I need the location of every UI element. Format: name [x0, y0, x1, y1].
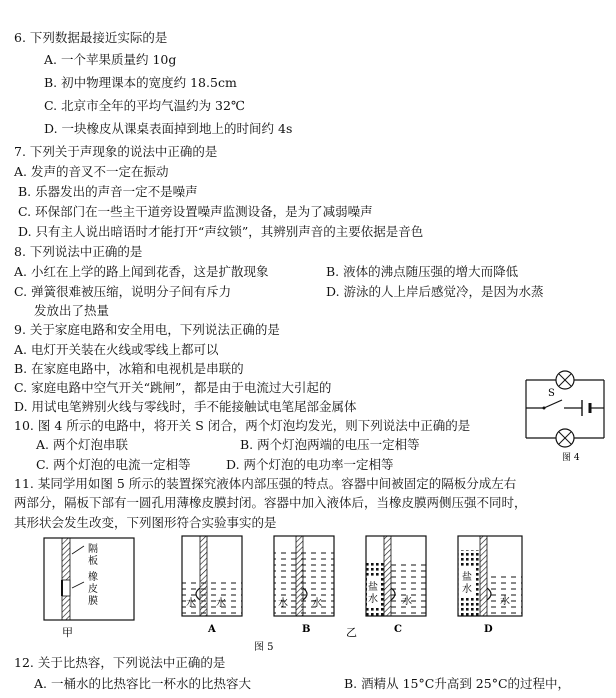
label-option-d: D: [484, 624, 493, 635]
container-option-b: [274, 536, 334, 635]
q8-option-c: C. 弹簧很难被压缩，说明分子间有斥力: [14, 284, 232, 299]
q6-stem: 6. 下列数据最接近实际的是: [14, 30, 168, 45]
q11-line-3: 其形状会发生改变，下列图形符合实验事实的是: [14, 515, 277, 530]
battery-icon: [582, 400, 590, 416]
q10-stem: 10. 图 4 所示的电路中，将开关 S 闭合，两个灯泡均发光，则下列说法中正确的是: [14, 418, 471, 433]
q8-option-d: D. 游泳的人上岸后感觉冷，是因为水蒸: [326, 284, 544, 299]
figure-5-caption: 图 5: [254, 642, 274, 653]
q9-option-b: B. 在家庭电路中，冰箱和电视机是串联的: [14, 361, 244, 376]
lamp-top-icon: [556, 371, 574, 389]
q10-option-a: A. 两个灯泡串联: [36, 437, 128, 452]
label-membrane-3: 膜: [88, 596, 98, 607]
label-option-c: C: [394, 624, 402, 635]
q9-option-a: A. 电灯开关装在火线或零线上都可以: [14, 342, 219, 357]
label-partition-2: 板: [88, 556, 98, 567]
label-brine-c-2: 水: [368, 594, 378, 605]
q10-option-b: B. 两个灯泡两端的电压一定相等: [240, 437, 420, 452]
label-yi: 乙: [346, 626, 357, 639]
q12-option-a: A. 一桶水的比热容比一杯水的比热容大: [34, 676, 251, 691]
figure-4-caption: 图 4: [562, 453, 580, 462]
figure-5: [40, 532, 530, 656]
container-jia: [44, 538, 134, 639]
q9-option-c: C. 家庭电路中空气开关“跳闸”，都是由于电流过大引起的: [14, 380, 332, 395]
figure-4-circuit: [518, 366, 612, 462]
q10-option-c: C. 两个灯泡的电流一定相等: [36, 457, 191, 472]
q11-line-2: 两部分，隔板下部有一圆孔用薄橡皮膜封闭。容器中加入液体后，当橡皮膜两侧压强不同时，: [14, 495, 527, 510]
q12-stem: 12. 关于比热容，下列说法中正确的是: [14, 655, 226, 670]
label-jia: 甲: [62, 626, 73, 639]
switch-label: S: [548, 388, 555, 399]
label-option-b: B: [302, 624, 311, 635]
lamp-bottom-icon: [556, 429, 574, 447]
q12-option-b: B. 酒精从 15°C升高到 25°C的过程中，: [344, 676, 571, 691]
container-option-c: [366, 536, 426, 635]
label-membrane-1: 橡: [88, 572, 98, 583]
label-water-d: 水: [500, 596, 510, 607]
container-option-d: [458, 536, 522, 635]
q6-option-d: D. 一块橡皮从课桌表面掉到地上的时间约 4s: [44, 121, 293, 136]
label-membrane-2: 皮: [88, 584, 98, 595]
q7-stem: 7. 下列关于声现象的说法中正确的是: [14, 144, 218, 159]
q10-option-d: D. 两个灯泡的电功率一定相等: [226, 457, 394, 472]
q8-option-a: A. 小红在上学的路上闻到花香，这是扩散现象: [14, 264, 269, 279]
container-option-a: [182, 536, 242, 635]
q7-option-d: D. 只有主人说出暗语时才能打开“声纹锁”，其辨别声音的主要依据是音色: [18, 224, 424, 239]
q8-stem: 8. 下列说法中正确的是: [14, 244, 143, 259]
q7-option-b: B. 乐器发出的声音一定不是噪声: [18, 184, 198, 199]
label-brine-d-1: 盐: [462, 572, 472, 583]
label-brine-c-1: 盐: [368, 582, 378, 593]
q9-stem: 9. 关于家庭电路和安全用电，下列说法正确的是: [14, 322, 280, 337]
q8-option-b: B. 液体的沸点随压强的增大而降低: [326, 264, 519, 279]
q6-option-c: C. 北京市全年的平均气温约为 32℃: [44, 98, 245, 113]
switch-pivot-icon: [543, 407, 546, 410]
label-water-b-right: 水: [312, 598, 322, 609]
label-water-a-right: 水: [216, 598, 226, 609]
label-option-a: A: [208, 624, 216, 635]
q6-option-a: A. 一个苹果质量约 10g: [44, 52, 177, 67]
label-brine-d-2: 水: [462, 584, 472, 595]
q11-line-1: 11. 某同学用如图 5 所示的装置探究液体内部压强的特点。容器中间被固定的隔板分成左右: [14, 476, 517, 491]
label-water-a-left: 水: [186, 598, 196, 609]
q6-option-b: B. 初中物理课本的宽度约 18.5cm: [44, 75, 237, 90]
label-water-b-left: 水: [278, 598, 288, 609]
q7-option-c: C. 环保部门在一些主干道旁设置噪声监测设备，是为了减弱噪声: [18, 204, 373, 219]
q7-option-a: A. 发声的音叉不一定在振动: [14, 164, 169, 179]
label-partition-1: 隔: [88, 544, 98, 555]
q9-option-d: D. 用试电笔辨别火线与零线时，手不能接触试电笔尾部金属体: [14, 399, 357, 414]
label-water-c: 水: [402, 596, 412, 607]
q8-option-d-cont: 发放出了热量: [34, 303, 110, 318]
